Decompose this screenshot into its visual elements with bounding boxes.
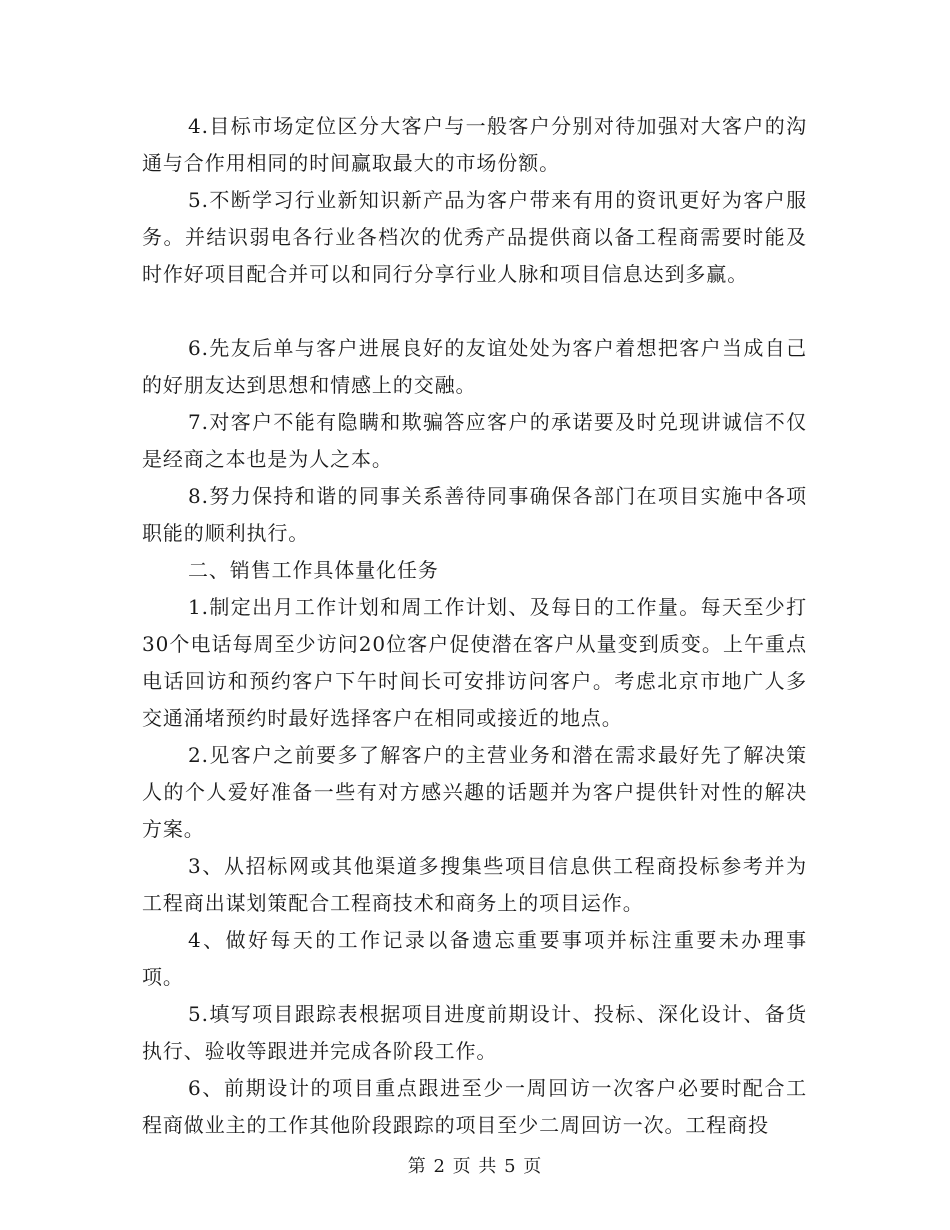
page-number-footer: 第 2 页 共 5 页	[407, 1156, 543, 1177]
paragraph-item-8: 8.努力保持和谐的同事关系善待同事确保各部门在项目实施中各项职能的顺利执行。	[142, 484, 807, 545]
paragraph-item-4: 4.目标市场定位区分大客户与一般客户分别对待加强对大客户的沟通与合作用相同的时间赢取最大的市场份额。	[142, 114, 807, 175]
task-item-4: 4、做好每天的工作记录以备遗忘重要事项并标注重要未办理事项。	[142, 928, 807, 989]
task-item-5: 5.填写项目跟踪表根据项目进度前期设计、投标、深化设计、备货执行、验收等跟进并完成各阶段工作。	[142, 1002, 807, 1063]
document-body	[142, 108, 807, 1144]
paragraph-item-5: 5.不断学习行业新知识新产品为客户带来有用的资讯更好为客户服务。并结识弱电各行业各档次的优秀产品提供商以备工程商需要时能及时作好项目配合并可以和同行分享行业人脉和项目信息达到多赢。	[142, 188, 807, 286]
task-item-3: 3、从招标网或其他渠道多搜集些项目信息供工程商投标参考并为工程商出谋划策配合工程商技术和商务上的项目运作。	[142, 854, 807, 915]
section-heading: 二、销售工作具体量化任务	[188, 558, 439, 582]
task-item-6: 6、前期设计的项目重点跟进至少一周回访一次客户必要时配合工程商做业主的工作其他阶段跟踪的项目至少二周回访一次。工程商投	[142, 1076, 807, 1137]
paragraph-item-6: 6.先友后单与客户进展良好的友谊处处为客户着想把客户当成自己的好朋友达到思想和情感上的交融。	[142, 336, 807, 397]
task-item-1: 1.制定出月工作计划和周工作计划、及每日的工作量。每天至少打30个电话每周至少访问20位客户促使潜在客户从量变到质变。上午重点电话回访和预约客户下午时间长可安排访问客户。考虑北京市地广人多交通涌堵预约时最好选择客户在相同或接近的地点。	[142, 595, 807, 730]
paragraph-item-7: 7.对客户不能有隐瞒和欺骗答应客户的承诺要及时兑现讲诚信不仅是经商之本也是为人之本。	[142, 410, 807, 471]
task-item-2: 2.见客户之前要多了解客户的主营业务和潜在需求最好先了解决策人的个人爱好准备一些有对方感兴趣的话题并为客户提供针对性的解决方案。	[142, 743, 807, 841]
